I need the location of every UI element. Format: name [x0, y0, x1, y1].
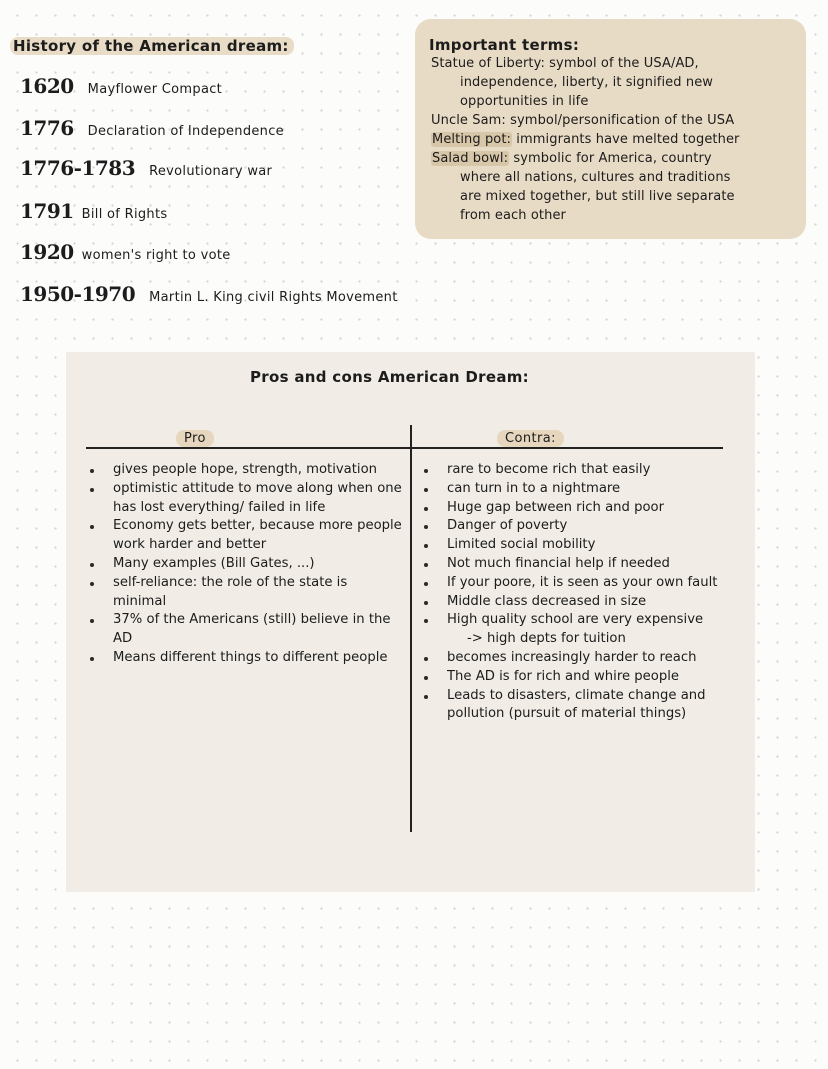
timeline-item	[20, 199, 167, 223]
term-name: Salad bowl:	[432, 151, 509, 166]
timeline-item	[20, 240, 231, 264]
term-name: Uncle Sam:	[431, 113, 506, 128]
pro-list	[113, 461, 403, 668]
terms-title: Important terms:	[429, 36, 580, 54]
timeline-item	[20, 156, 272, 180]
term-text: opportunities in life	[460, 94, 589, 109]
term-line	[460, 170, 731, 185]
contra-column-label: Contra:	[497, 430, 564, 447]
term-text: where all nations, cultures and traditions	[460, 170, 731, 185]
term-line	[460, 189, 735, 204]
term-text: symbol/personification of the USA	[505, 113, 735, 128]
term-name: Statue of Liberty:	[431, 56, 545, 71]
timeline-event: Revolutionary war	[149, 164, 273, 179]
contra-item: Leads to disasters, climate change and pollution (pursuit of material things)	[447, 687, 727, 725]
term-name: Melting pot:	[432, 132, 512, 147]
term-line	[460, 208, 566, 223]
timeline-item	[20, 74, 222, 98]
pros-cons-title: Pros and cons American Dream:	[250, 368, 529, 386]
timeline-item	[20, 282, 398, 306]
contra-subitem: -> high depts for tuition	[467, 631, 626, 647]
history-title: History of the American dream:	[10, 37, 294, 55]
timeline-year: 1950-1970	[20, 282, 136, 306]
term-line	[431, 56, 699, 71]
contra-item: The AD is for rich and whire people	[447, 668, 727, 687]
pro-item: Many examples (Bill Gates, ...)	[113, 555, 403, 574]
timeline-event: women's right to vote	[81, 248, 231, 263]
pro-column-label: Pro	[176, 430, 214, 447]
term-text: immigrants have melted together	[512, 132, 740, 147]
term-text: from each other	[460, 208, 567, 223]
pro-item: gives people hope, strength, motivation	[113, 461, 403, 480]
term-line	[431, 113, 734, 128]
contra-item: Danger of poverty	[447, 517, 727, 536]
contra-item: High quality school are very expensive	[447, 611, 727, 630]
term-line	[460, 94, 588, 109]
term-text: symbol of the USA/AD,	[544, 56, 699, 71]
term-text: are mixed together, but still live separate	[460, 189, 735, 204]
pro-item: 37% of the Americans (still) believe in the AD	[113, 611, 403, 649]
contra-list	[447, 461, 727, 724]
term-line	[431, 132, 740, 147]
timeline-event: Martin L. King civil Rights Movement	[149, 290, 398, 305]
timeline-year: 1776-1783	[20, 156, 136, 180]
contra-item: Not much financial help if needed	[447, 555, 727, 574]
timeline-year: 1920	[20, 240, 74, 264]
contra-item: rare to become rich that easily	[447, 461, 727, 480]
timeline-item	[20, 116, 284, 140]
timeline-event: Bill of Rights	[81, 207, 168, 222]
contra-item: If your poore, it is seen as your own fault	[447, 574, 727, 593]
term-text: symbolic for America, country	[509, 151, 712, 166]
timeline-event: Declaration of Independence	[87, 124, 284, 139]
contra-item: can turn in to a nightmare	[447, 480, 727, 499]
timeline-year: 1620	[20, 74, 74, 98]
pro-item: Economy gets better, because more people work harder and better	[113, 517, 403, 555]
timeline-event: Mayflower Compact	[87, 82, 223, 97]
term-text: independence, liberty, it signified new	[460, 75, 714, 90]
term-line	[460, 75, 713, 90]
table-divider-horizontal	[86, 447, 723, 449]
pro-item: optimistic attitude to move along when one has lost everything/ failed in life	[113, 480, 403, 518]
contra-item: becomes increasingly harder to reach	[447, 649, 727, 668]
pro-item: self-reliance: the role of the state is minimal	[113, 574, 403, 612]
contra-item: Limited social mobility	[447, 536, 727, 555]
contra-item: Middle class decreased in size	[447, 593, 727, 612]
table-divider-vertical	[410, 425, 412, 832]
timeline-year: 1776	[20, 116, 74, 140]
pro-item: Means different things to different people	[113, 649, 403, 668]
timeline-year: 1791	[20, 199, 74, 223]
term-line	[431, 151, 712, 166]
contra-item: Huge gap between rich and poor	[447, 499, 727, 518]
